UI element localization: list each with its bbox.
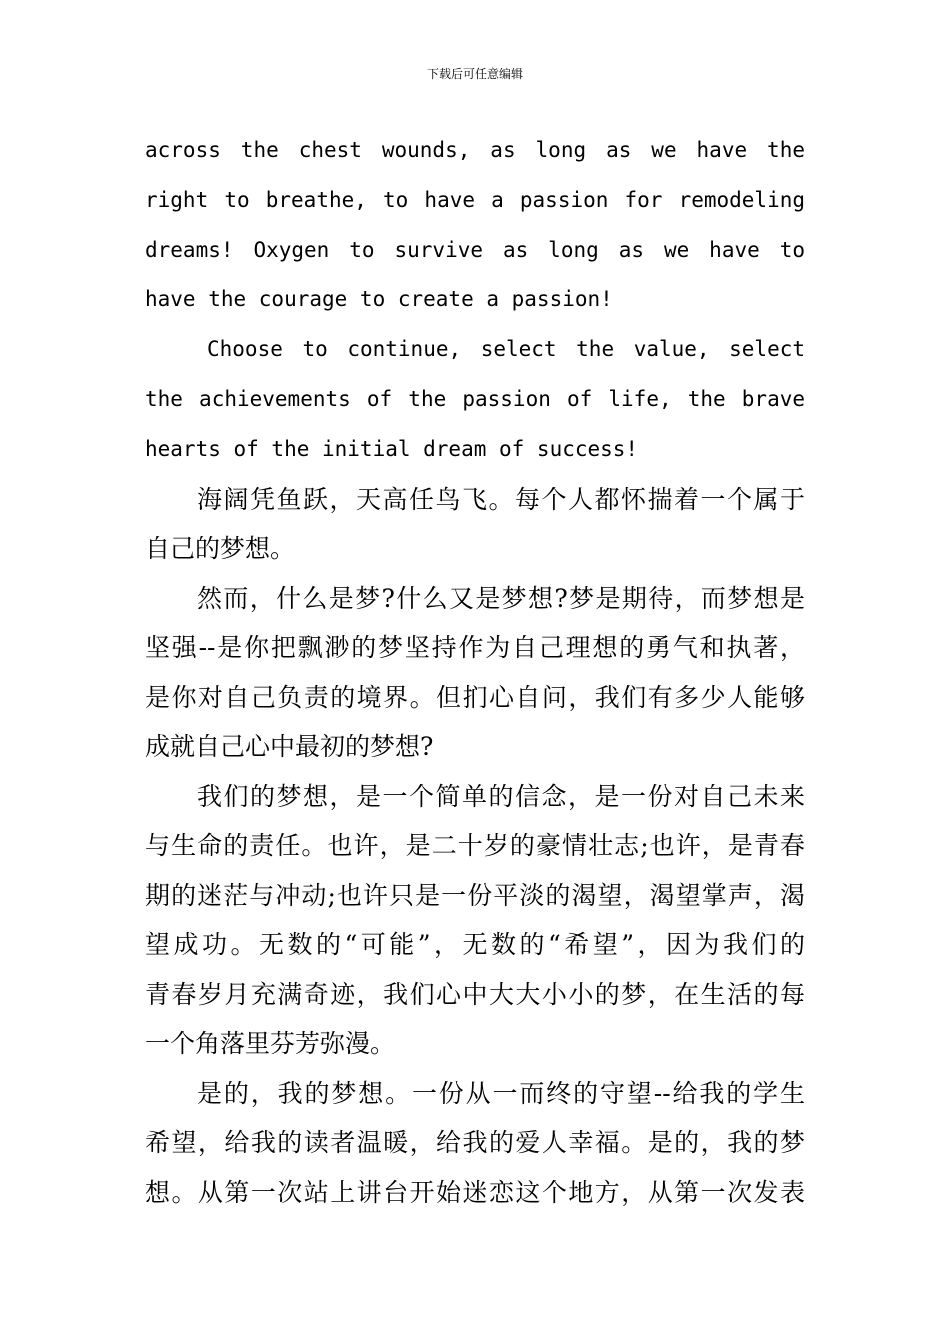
paragraph (145, 325, 805, 474)
text-line: 然而，什么是梦?什么又是梦想?梦是期待，而梦想是 (197, 583, 805, 613)
paragraph (145, 574, 805, 772)
text-line: 想。从第一次站上讲台开始迷恋这个地方，从第一次发表 (145, 1177, 805, 1207)
text-line: 自己的梦想。 (145, 534, 296, 564)
text-line: 一个角落里芬芳弥漫。 (145, 1029, 396, 1059)
paragraph (145, 1069, 805, 1218)
paragraph (145, 126, 805, 325)
paragraph (145, 475, 805, 574)
text-line: 是你对自己负责的境界。但扪心自问，我们有多少人能够 (145, 682, 805, 712)
text-line: dreams! Oxygen to survive as long as we have to (145, 237, 805, 262)
text-line: 希望，给我的读者温暖，给我的爱人幸福。是的，我的梦 (145, 1128, 805, 1158)
text-line: 与生命的责任。也许，是二十岁的豪情壮志;也许，是青春 (145, 831, 805, 861)
text-line: 是的，我的梦想。一份从一而终的守望--给我的学生 (197, 1078, 805, 1108)
document-body (145, 126, 805, 1217)
text-line: 海阔凭鱼跃，天高任鸟飞。每个人都怀揣着一个属于 (197, 484, 805, 514)
text-line: right to breathe, to have a passion for remodeling (145, 187, 805, 212)
text-line: 成就自己心中最初的梦想? (145, 732, 434, 762)
page-header: 下载后可任意编辑 (426, 67, 523, 81)
text-line: have the courage to create a passion! (145, 287, 613, 312)
text-line: across the chest wounds, as long as we have the (145, 138, 805, 162)
text-line: hearts of the initial dream of success! (145, 436, 639, 461)
text-line: 望成功。无数的“可能”，无数的“希望”，因为我们的 (145, 930, 805, 960)
text-line: Choose to continue, select the value, select (207, 337, 805, 362)
text-line: the achievements of the passion of life, the brave (145, 386, 805, 411)
text-line: 坚强--是你把飘渺的梦坚持作为自己理想的勇气和执著， (145, 633, 805, 663)
text-line: 期的迷茫与冲动;也许只是一份平淡的渴望，渴望掌声，渴 (145, 880, 805, 910)
paragraph (145, 772, 805, 1069)
text-line: 青春岁月充满奇迹，我们心中大大小小的梦，在生活的每 (145, 979, 805, 1009)
text-line: 我们的梦想，是一个简单的信念，是一份对自己未来 (197, 781, 805, 811)
